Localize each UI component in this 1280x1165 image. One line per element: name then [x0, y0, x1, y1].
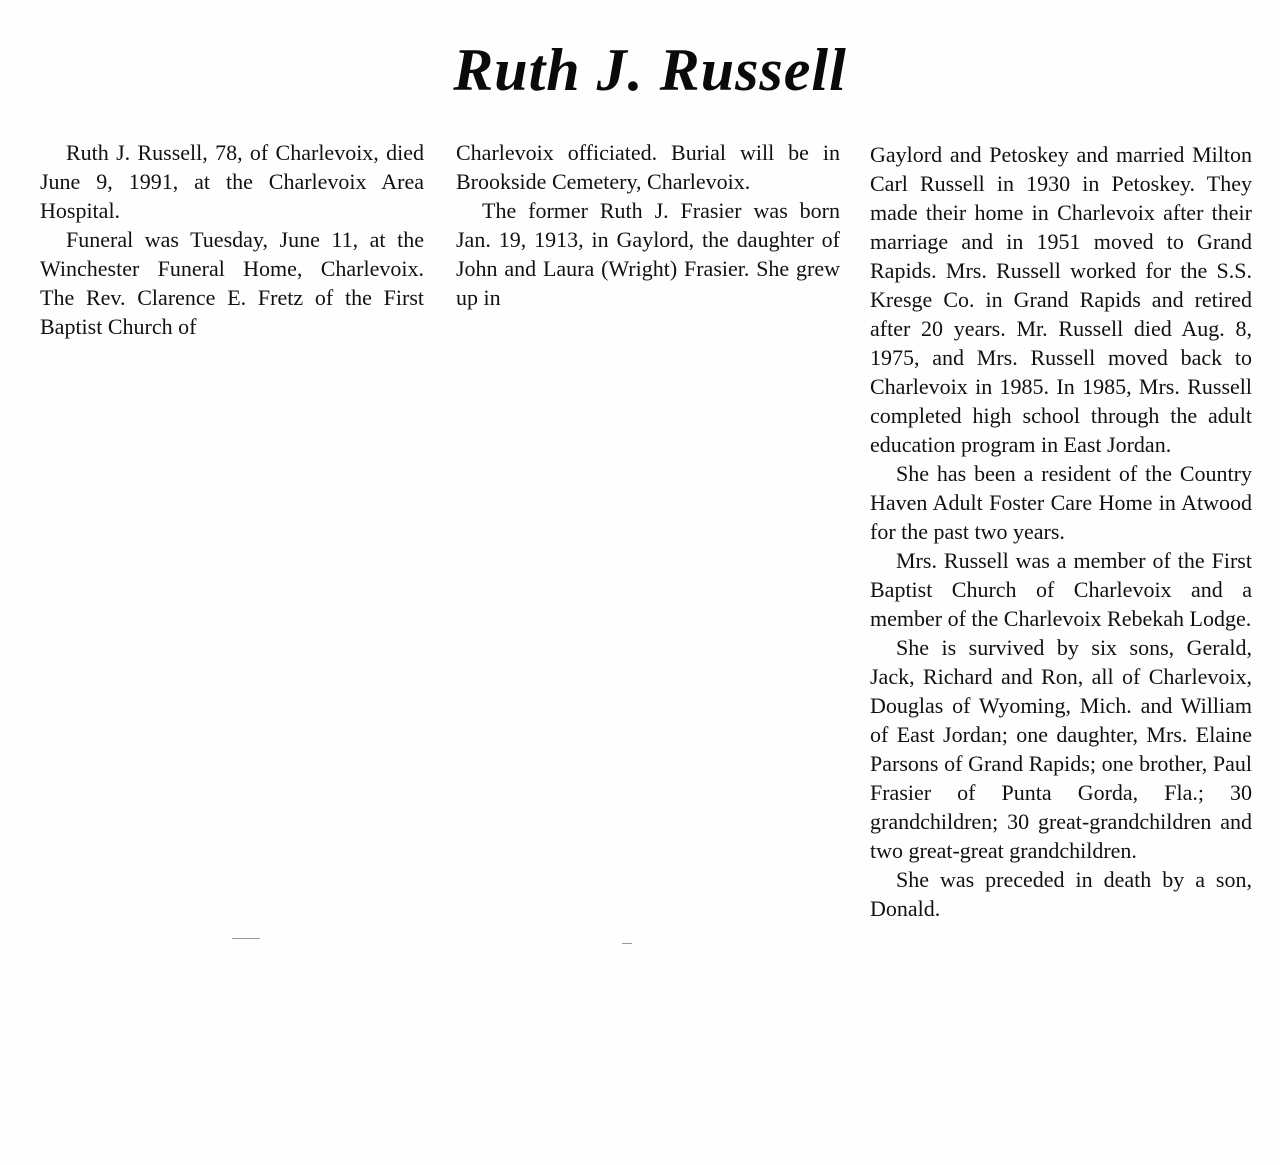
- headline: Ruth J. Russell: [453, 37, 847, 103]
- paragraph: Mrs. Russell was a member of the First Baptist Church of Charlevoix and a member of the Charlevoix Rebekah Lodge.: [870, 548, 1252, 631]
- paragraph: She was preceded in death by a son, Donald.: [870, 867, 1252, 921]
- paragraph: Ruth J. Russell, 78, of Charlevoix, died June 9, 1991, at the Charlevoix Area Hospital.: [40, 140, 424, 223]
- text-column-1: [40, 138, 424, 341]
- paragraph: She has been a resident of the Country Haven Adult Foster Care Home in Atwood for the past two years.: [870, 461, 1252, 544]
- text-column-2: [456, 138, 840, 312]
- print-speck: [232, 938, 260, 939]
- print-speck: [622, 943, 632, 944]
- paragraph: The former Ruth J. Frasier was born Jan. 19, 1913, in Gaylord, the daughter of John and Laura (Wright) Frasier. She grew up in: [456, 198, 840, 310]
- paragraph: Funeral was Tuesday, June 11, at the Winchester Funeral Home, Charlevoix. The Rev. Clarence E. Fretz of the First Baptist Church of: [40, 227, 424, 339]
- paragraph-continued: Charlevoix officiated. Burial will be in Brookside Cemetery, Charlevoix.: [456, 140, 840, 194]
- paragraph: She is survived by six sons, Gerald, Jack, Richard and Ron, all of Charlevoix, Douglas of Wyoming, Mich. and William of East Jordan; one daughter, Mrs. Elaine Parsons of Grand Rapids; one brother, Paul Frasier of Punta Gorda, Fla.; 30 grandchildren; 30 great-grandchildren and two great-great grandchildren.: [870, 635, 1252, 863]
- text-column-3: [870, 140, 1252, 923]
- paragraph-continued: Gaylord and Petoskey and married Milton Carl Russell in 1930 in Petoskey. They made their home in Charlevoix after their marriage and in 1951 moved to Grand Rapids. Mrs. Russell worked for the S.S. Kresge Co. in Grand Rapids and retired after 20 years. Mr. Russell died Aug. 8, 1975, and Mrs. Russell moved back to Charlevoix in 1985. In 1985, Mrs. Russell completed high school through the adult education program in East Jordan.: [870, 142, 1252, 457]
